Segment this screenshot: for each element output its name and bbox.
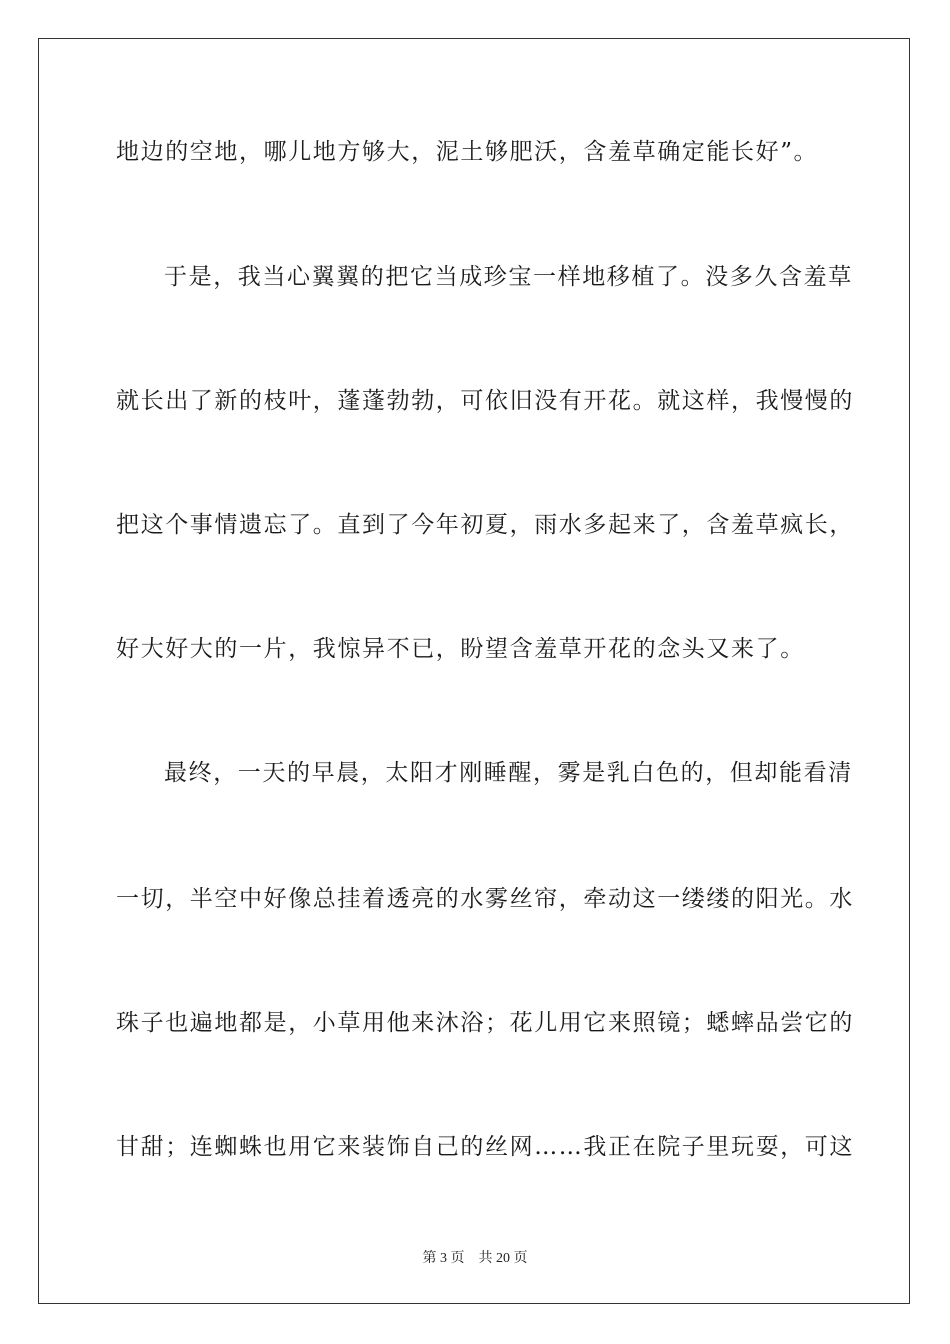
page-border — [38, 38, 910, 1304]
page-number: 第 3 页 — [422, 1251, 465, 1266]
total-pages: 共 20 页 — [478, 1251, 528, 1266]
text-line: 甘甜；连蜘蛛也用它来装饰自己的丝网……我正在院子里玩耍，可这 — [116, 1134, 854, 1160]
paragraph-start-line: 最终，一天的早晨，太阳才刚睡醒，雾是乳白色的，但却能看清 — [164, 760, 853, 786]
page-footer — [0, 1247, 950, 1267]
text-line: 地边的空地，哪儿地方够大，泥土够肥沃，含羞草确定能长好”。 — [116, 139, 819, 165]
paragraph-start-line: 于是，我当心翼翼的把它当成珍宝一样地移植了。没多久含羞草 — [164, 264, 853, 290]
text-line: 珠子也遍地都是，小草用他来沐浴；花儿用它来照镜；蟋蟀品尝它的 — [116, 1010, 854, 1036]
text-line: 好大好大的一片，我惊异不已，盼望含羞草开花的念头又来了。 — [116, 636, 805, 662]
text-line: 把这个事情遗忘了。直到了今年初夏，雨水多起来了，含羞草疯长， — [116, 512, 854, 538]
text-line: 就长出了新的枝叶，蓬蓬勃勃，可依旧没有开花。就这样，我慢慢的 — [116, 388, 854, 414]
text-line: 一切，半空中好像总挂着透亮的水雾丝帘，牵动这一缕缕的阳光。水 — [116, 886, 854, 912]
